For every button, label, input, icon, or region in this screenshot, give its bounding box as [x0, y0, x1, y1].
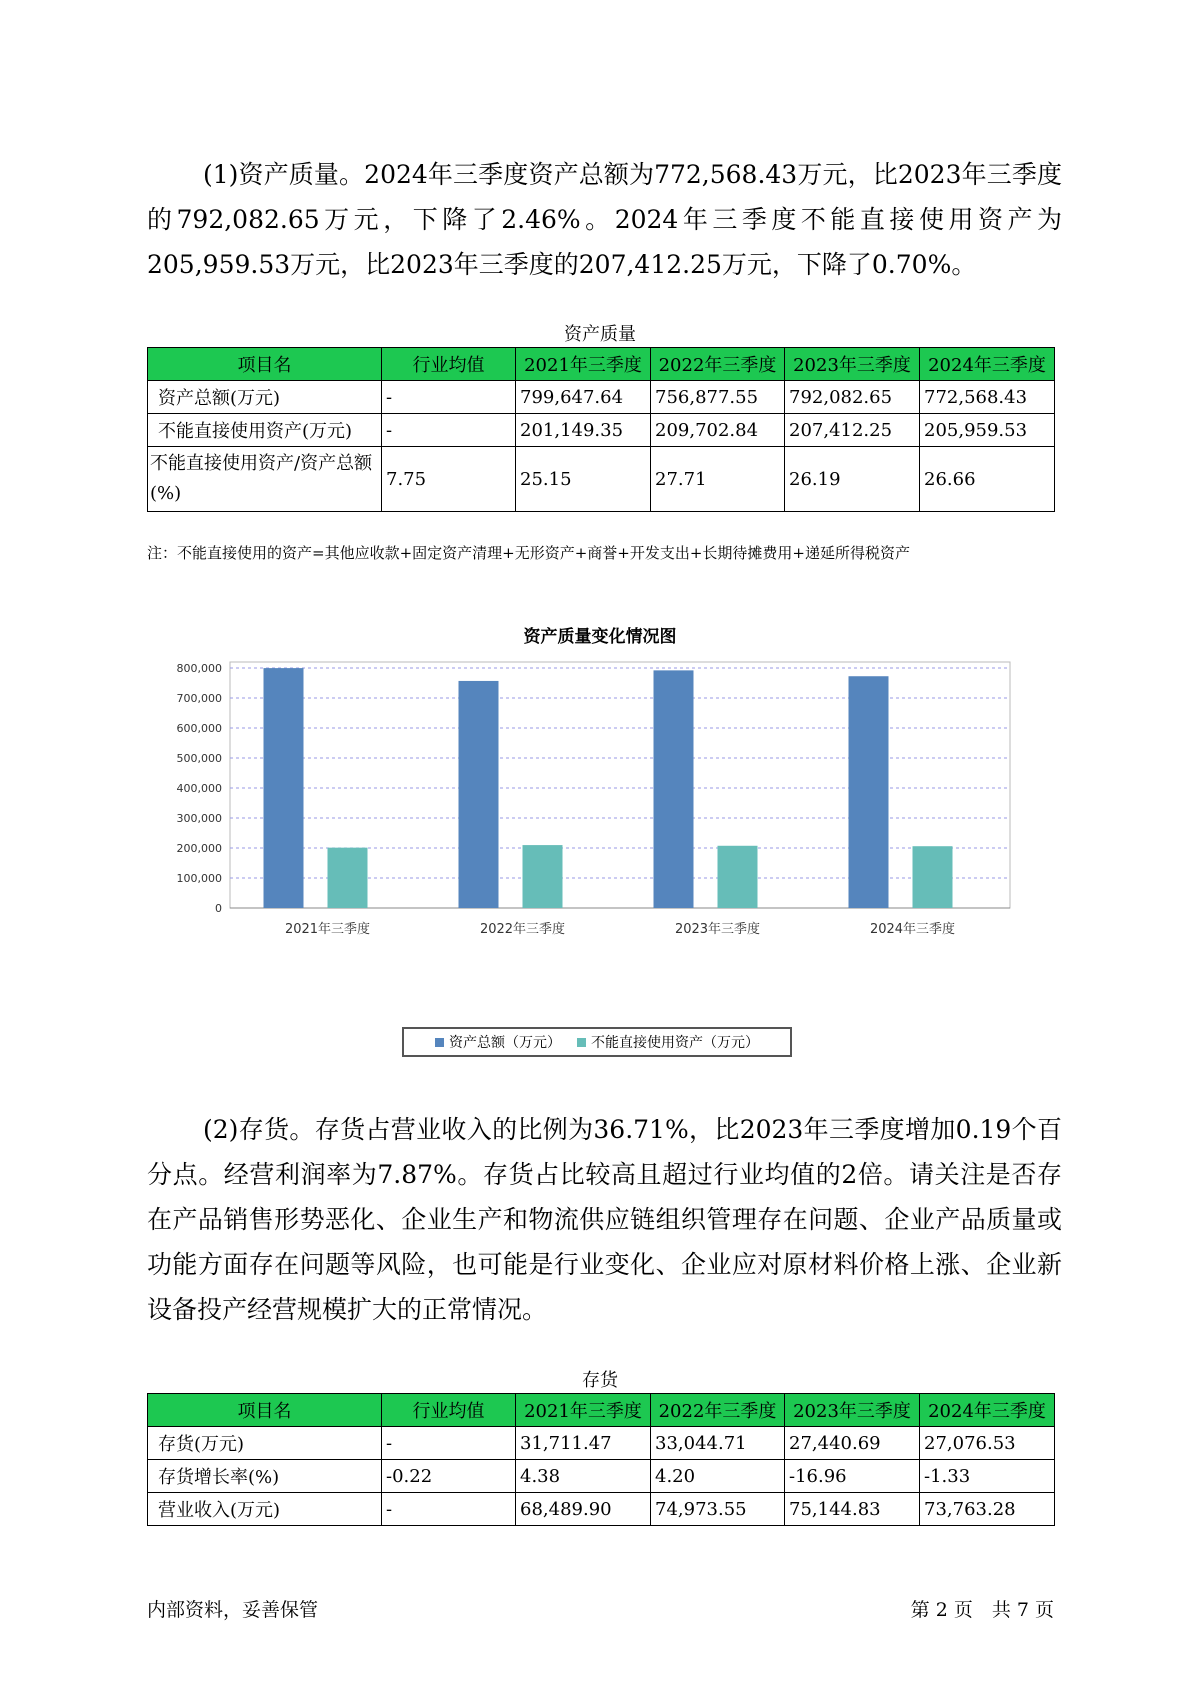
table-cell: 25.15	[516, 447, 651, 512]
inventory-table-caption: 存货	[582, 1370, 618, 1391]
table-cell: 不能直接使用资产(万元)	[148, 414, 382, 447]
table-cell: 201,149.35	[516, 414, 651, 447]
table-cell: 205,959.53	[920, 414, 1055, 447]
table-cell: -16.96	[785, 1460, 920, 1493]
table-cell: -0.22	[382, 1460, 516, 1493]
bar-total-assets	[849, 676, 889, 908]
asset-quality-chart	[160, 650, 1020, 1020]
table-cell: -	[382, 1493, 516, 1526]
header-cell: 行业均值	[382, 348, 516, 381]
asset-quality-table	[147, 347, 1055, 512]
y-tick-label: 800,000	[176, 662, 222, 675]
table-cell: 207,412.25	[785, 414, 920, 447]
asset-quality-table-caption: 资产质量	[564, 324, 636, 345]
header-cell: 2022年三季度	[651, 348, 785, 381]
table-cell: 68,489.90	[516, 1493, 651, 1526]
bar-unusable-assets	[718, 846, 758, 908]
header-cell: 2024年三季度	[920, 348, 1055, 381]
table-cell: 26.66	[920, 447, 1055, 512]
header-cell: 2021年三季度	[516, 1394, 651, 1427]
footer-confidential-note: 内部资料，妥善保管	[147, 1599, 319, 1621]
table-cell: 4.38	[516, 1460, 651, 1493]
header-cell: 项目名	[148, 1394, 382, 1427]
table-cell: 26.19	[785, 447, 920, 512]
legend-label: 资产总额（万元）	[449, 1035, 561, 1051]
legend-item	[577, 1032, 759, 1052]
bar-unusable-assets	[328, 848, 368, 908]
header-cell: 2023年三季度	[785, 1394, 920, 1427]
table-cell: 存货增长率(%)	[148, 1460, 382, 1493]
legend-swatch-icon	[577, 1038, 586, 1047]
chart-y-axis	[177, 662, 223, 915]
header-cell: 2021年三季度	[516, 348, 651, 381]
chart-legend	[402, 1027, 792, 1057]
bar-total-assets	[654, 670, 694, 908]
y-tick-label: 400,000	[176, 782, 222, 795]
table-cell: 73,763.28	[920, 1493, 1055, 1526]
header-cell: 2022年三季度	[651, 1394, 785, 1427]
table-row	[148, 414, 1055, 447]
table-header-row	[148, 1394, 1055, 1427]
legend-item	[435, 1032, 561, 1052]
asset-quality-paragraph: (1)资产质量。2024年三季度资产总额为772,568.43万元，比2023年三季度的792,082.65万元，下降了2.46%。2024年三季度不能直接使用资产为205,959.53万元，比2023年三季度的207,412.25万元，下降了0.70%。	[147, 160, 1062, 279]
table-cell: 33,044.71	[651, 1427, 785, 1460]
table-cell: 772,568.43	[920, 381, 1055, 414]
x-category-label: 2024年三季度	[869, 922, 956, 937]
y-tick-label: 600,000	[176, 722, 222, 735]
legend-swatch-icon	[435, 1038, 444, 1047]
table-cell: 74,973.55	[651, 1493, 785, 1526]
table-cell: 27,076.53	[920, 1427, 1055, 1460]
bar-unusable-assets	[523, 845, 563, 908]
table-row	[148, 381, 1055, 414]
table-row	[148, 1493, 1055, 1526]
x-category-label: 2023年三季度	[674, 922, 761, 937]
y-tick-label: 100,000	[176, 872, 222, 885]
table-cell: 营业收入(万元)	[148, 1493, 382, 1526]
table-cell: 不能直接使用资产/资产总额(%)	[148, 447, 382, 512]
table-cell: 209,702.84	[651, 414, 785, 447]
header-cell: 项目名	[148, 348, 382, 381]
legend-label: 不能直接使用资产（万元）	[591, 1035, 759, 1051]
chart-x-axis	[285, 921, 955, 937]
table-cell: -	[382, 414, 516, 447]
y-tick-label: 200,000	[176, 842, 222, 855]
y-tick-label: 700,000	[176, 692, 222, 705]
table-cell: 75,144.83	[785, 1493, 920, 1526]
table-cell: 4.20	[651, 1460, 785, 1493]
inventory-table	[147, 1393, 1055, 1526]
table-cell: -	[382, 1427, 516, 1460]
table-row	[148, 447, 1055, 512]
table-cell: 792,082.65	[785, 381, 920, 414]
table-cell: 27,440.69	[785, 1427, 920, 1460]
bar-unusable-assets	[913, 846, 953, 908]
table-row	[148, 1460, 1055, 1493]
table-cell: 存货(万元)	[148, 1427, 382, 1460]
inventory-paragraph: (2)存货。存货占营业收入的比例为36.71%，比2023年三季度增加0.19个百分点。经营利润率为7.87%。存货占比较高且超过行业均值的2倍。请关注是否存在产品销售形势恶化、企业生产和物流供应链组织管理存在问题、企业产品质量或功能方面存在问题等风险，也可能是行业变化、企业应对原材料价格上涨、企业新设备投产经营规模扩大的正常情况。	[147, 1115, 1062, 1324]
table-cell: 31,711.47	[516, 1427, 651, 1460]
table-note: 注：不能直接使用的资产=其他应收款+固定资产清理+无形资产+商誉+开发支出+长期待摊费用+递延所得税资产	[147, 544, 910, 562]
header-cell: 2024年三季度	[920, 1394, 1055, 1427]
table-header-row	[148, 348, 1055, 381]
y-tick-label: 500,000	[176, 752, 222, 765]
header-cell: 2023年三季度	[785, 348, 920, 381]
bar-total-assets	[264, 668, 304, 908]
table-cell: 799,647.64	[516, 381, 651, 414]
x-category-label: 2022年三季度	[479, 922, 566, 937]
header-cell: 行业均值	[382, 1394, 516, 1427]
table-row	[148, 1427, 1055, 1460]
chart-title: 资产质量变化情况图	[523, 627, 677, 647]
table-cell: 7.75	[382, 447, 516, 512]
table-cell: 756,877.55	[651, 381, 785, 414]
y-tick-label: 300,000	[176, 812, 222, 825]
table-cell: 27.71	[651, 447, 785, 512]
y-tick-label: 0	[215, 902, 222, 915]
table-cell: 资产总额(万元)	[148, 381, 382, 414]
footer-page-number: 第 2 页 共 7 页	[910, 1599, 1054, 1621]
table-cell: -1.33	[920, 1460, 1055, 1493]
table-cell: -	[382, 381, 516, 414]
x-category-label: 2021年三季度	[284, 922, 371, 937]
bar-total-assets	[459, 681, 499, 908]
